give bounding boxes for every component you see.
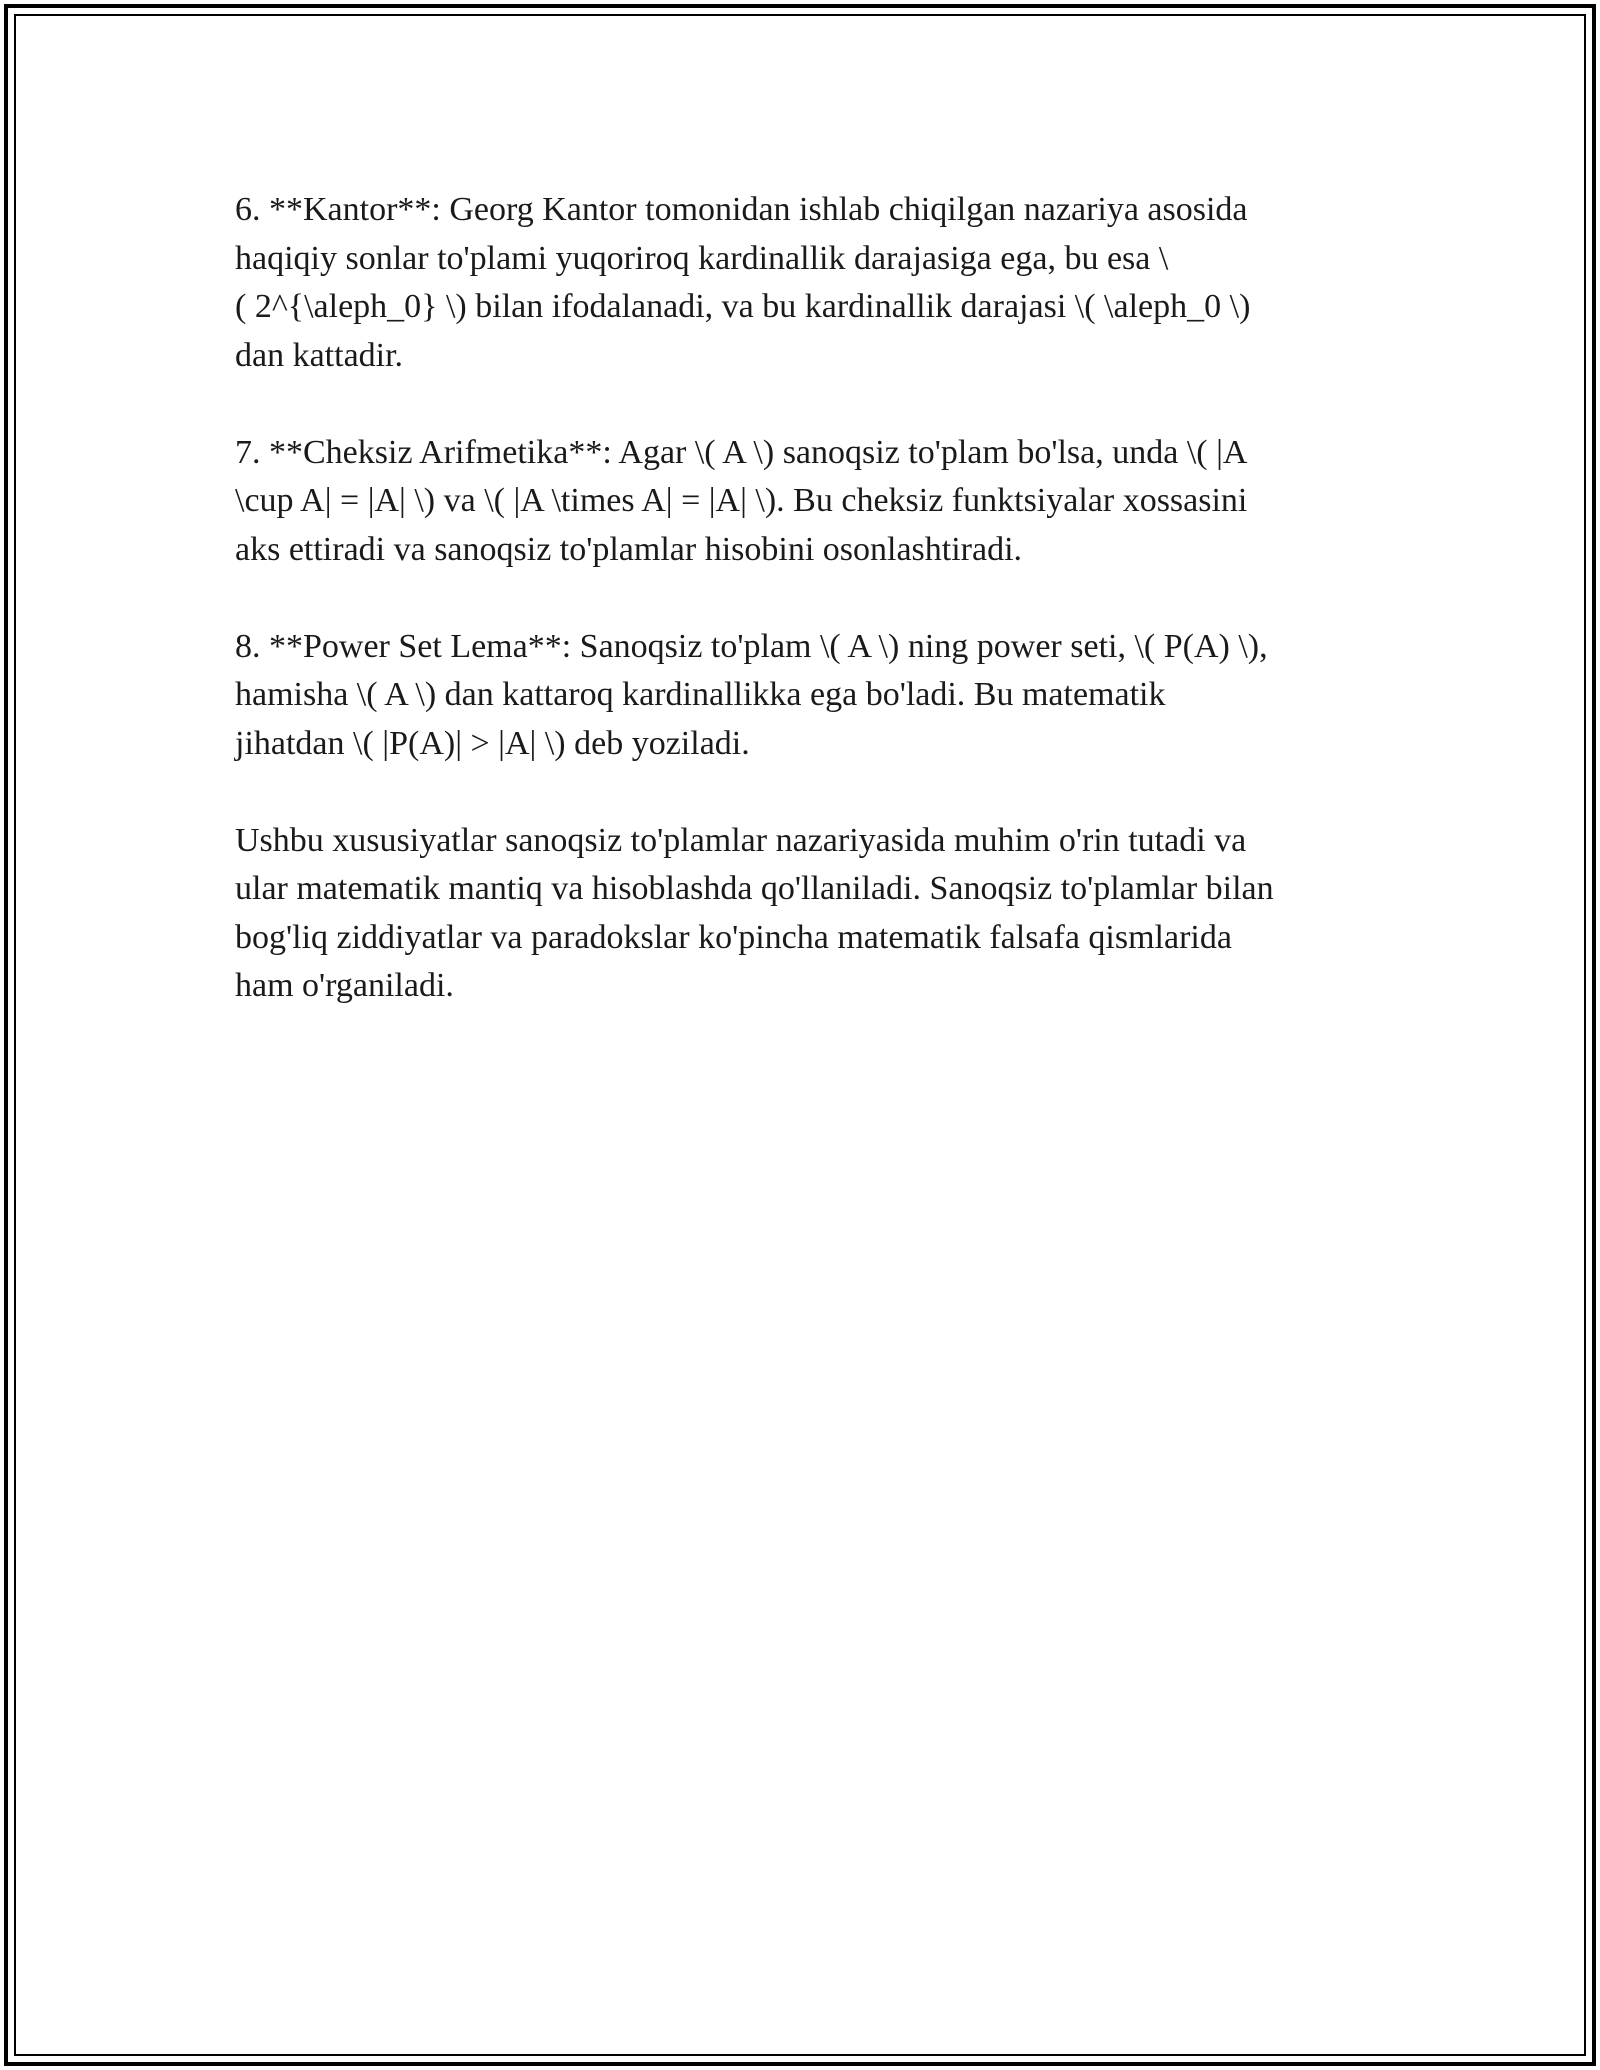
paragraph-conclusion: Ushbu xususiyatlar sanoqsiz to'plamlar nazariyasida muhim o'rin tutadi va ular matematik mantiq va hisoblashda qo'llaniladi. Sanoqsiz to'plamlar bilan bog'liq ziddiyatlar va paradokslar ko'pincha matematik falsafa qismlarida ham o'rganiladi.: [235, 821, 1274, 1004]
paragraph-kantor: 6. **Kantor**: Georg Kantor tomonidan ishlab chiqilgan nazariya asosida haqiqiy sonlar to'plami yuqoriroq kardinallik darajasiga ega, bu esa \ ( 2^{\aleph_0} \) bilan ifodalanadi, va bu kardinallik darajasi \( \aleph_0 \) dan kattadir.: [235, 191, 1251, 374]
paragraph-power-set-lema: 8. **Power Set Lema**: Sanoqsiz to'plam \( A \) ning power seti, \( P(A) \), hamisha \( A \) dan kattaroq kardinallikka ega bo'ladi. Bu matematik jihatdan \( |P(A)| > |A| \) deb yoziladi.: [235, 627, 1268, 762]
document-body: [235, 186, 1365, 1059]
paragraph-cheksiz-arifmetika: 7. **Cheksiz Arifmetika**: Agar \( A \) sanoqsiz to'plam bo'lsa, unda \( |A \cup A| = |A| \) va \( |A \times A| = |A| \). Bu cheksiz funktsiyalar xossasini aks ettiradi va sanoqsiz to'plamlar hisobini osonlashtiradi.: [235, 433, 1248, 568]
